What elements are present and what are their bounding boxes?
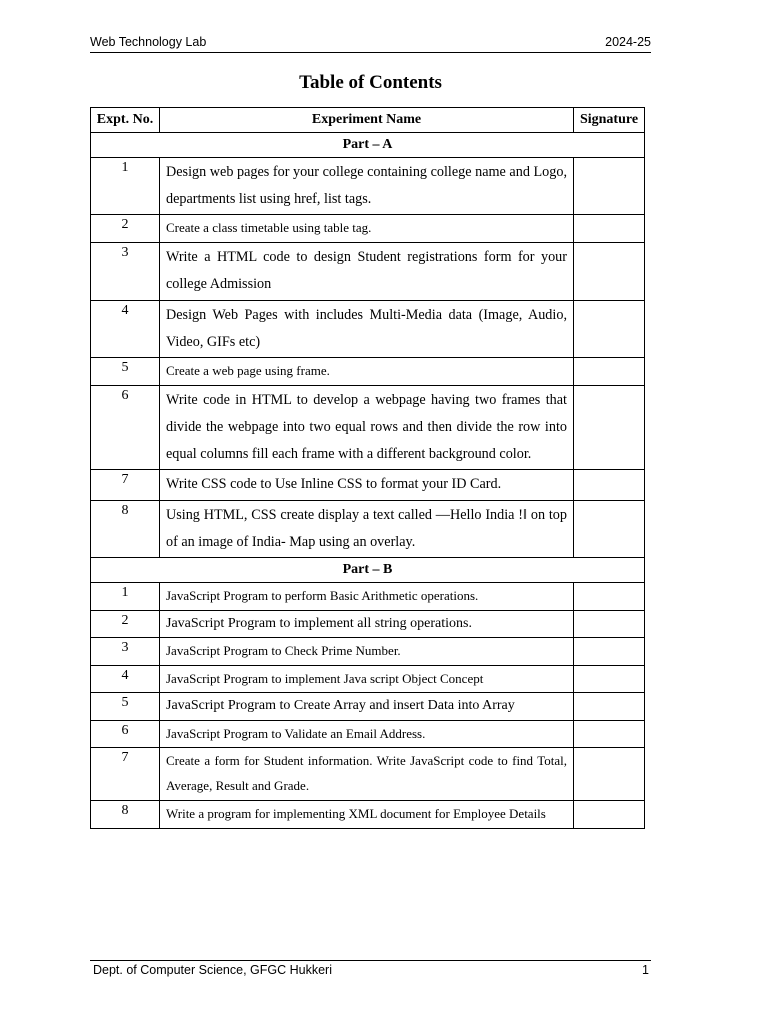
experiment-name: Create a class timetable using table tag.	[160, 215, 574, 243]
table-row	[91, 583, 645, 611]
signature-cell	[574, 215, 645, 243]
signature-cell	[574, 665, 645, 693]
signature-cell	[574, 638, 645, 666]
experiment-name: JavaScript Program to implement Java script Object Concept	[160, 665, 574, 693]
signature-cell	[574, 470, 645, 501]
signature-cell	[574, 610, 645, 638]
signature-cell	[574, 158, 645, 215]
column-header-expt-no: Expt. No.	[91, 108, 160, 133]
table-row	[91, 358, 645, 386]
header-academic-year: 2024-25	[605, 35, 651, 49]
part-b-heading-row	[91, 558, 645, 583]
experiment-name: Write a program for implementing XML document for Employee Details	[160, 801, 574, 829]
table-row	[91, 693, 645, 721]
signature-cell	[574, 300, 645, 357]
header-course-title: Web Technology Lab	[90, 35, 207, 49]
expt-number: 7	[91, 470, 160, 501]
expt-number: 6	[91, 386, 160, 470]
table-row	[91, 610, 645, 638]
expt-number: 3	[91, 243, 160, 300]
expt-number: 8	[91, 801, 160, 829]
column-header-signature: Signature	[574, 108, 645, 133]
table-row	[91, 386, 645, 470]
experiment-name: Design web pages for your college containing college name and Logo, departments list using href, list tags.	[160, 158, 574, 215]
experiment-name: Design Web Pages with includes Multi-Media data (Image, Audio, Video, GIFs etc)	[160, 300, 574, 357]
part-a-heading-row	[91, 133, 645, 158]
experiment-name: Using HTML, CSS create display a text called —Hello India !‖ on top of an image of India- Map using an overlay.	[160, 501, 574, 558]
experiment-name: Write CSS code to Use Inline CSS to format your ID Card.	[160, 470, 574, 501]
experiment-name: Create a form for Student information. Write JavaScript code to find Total, Average, Result and Grade.	[160, 748, 574, 801]
signature-cell	[574, 386, 645, 470]
signature-cell	[574, 748, 645, 801]
experiment-name: Write code in HTML to develop a webpage having two frames that divide the webpage into two equal rows and then divide the row into equal columns fill each frame with a different background color.	[160, 386, 574, 470]
expt-number: 4	[91, 665, 160, 693]
expt-number: 1	[91, 158, 160, 215]
experiment-name: JavaScript Program to implement all string operations.	[160, 610, 574, 638]
table-row	[91, 300, 645, 357]
page-header	[90, 35, 651, 53]
table-row	[91, 215, 645, 243]
table-row	[91, 501, 645, 558]
experiment-name: JavaScript Program to Validate an Email Address.	[160, 720, 574, 748]
expt-number: 3	[91, 638, 160, 666]
page-footer	[90, 960, 651, 979]
expt-number: 2	[91, 215, 160, 243]
table-row	[91, 158, 645, 215]
footer-page-number: 1	[642, 963, 649, 977]
table-row	[91, 638, 645, 666]
part-b-heading: Part – B	[91, 558, 645, 583]
expt-number: 5	[91, 358, 160, 386]
signature-cell	[574, 358, 645, 386]
signature-cell	[574, 720, 645, 748]
expt-number: 5	[91, 693, 160, 721]
contents-table	[90, 107, 645, 829]
page-title: Table of Contents	[299, 72, 442, 93]
table-row	[91, 801, 645, 829]
expt-number: 7	[91, 748, 160, 801]
table-row	[91, 665, 645, 693]
expt-number: 4	[91, 300, 160, 357]
footer-department: Dept. of Computer Science, GFGC Hukkeri	[93, 963, 332, 977]
expt-number: 1	[91, 583, 160, 611]
expt-number: 2	[91, 610, 160, 638]
signature-cell	[574, 583, 645, 611]
table-header-row	[91, 108, 645, 133]
signature-cell	[574, 801, 645, 829]
experiment-name: JavaScript Program to Create Array and insert Data into Array	[160, 693, 574, 721]
table-row	[91, 748, 645, 801]
expt-number: 8	[91, 501, 160, 558]
column-header-experiment-name: Experiment Name	[160, 108, 574, 133]
table-row	[91, 243, 645, 300]
experiment-name: Write a HTML code to design Student registrations form for your college Admission	[160, 243, 574, 300]
part-a-heading: Part – A	[91, 133, 645, 158]
signature-cell	[574, 243, 645, 300]
table-row	[91, 720, 645, 748]
expt-number: 6	[91, 720, 160, 748]
experiment-name: JavaScript Program to Check Prime Number.	[160, 638, 574, 666]
signature-cell	[574, 501, 645, 558]
table-row	[91, 470, 645, 501]
experiment-name: Create a web page using frame.	[160, 358, 574, 386]
signature-cell	[574, 693, 645, 721]
experiment-name: JavaScript Program to perform Basic Arithmetic operations.	[160, 583, 574, 611]
